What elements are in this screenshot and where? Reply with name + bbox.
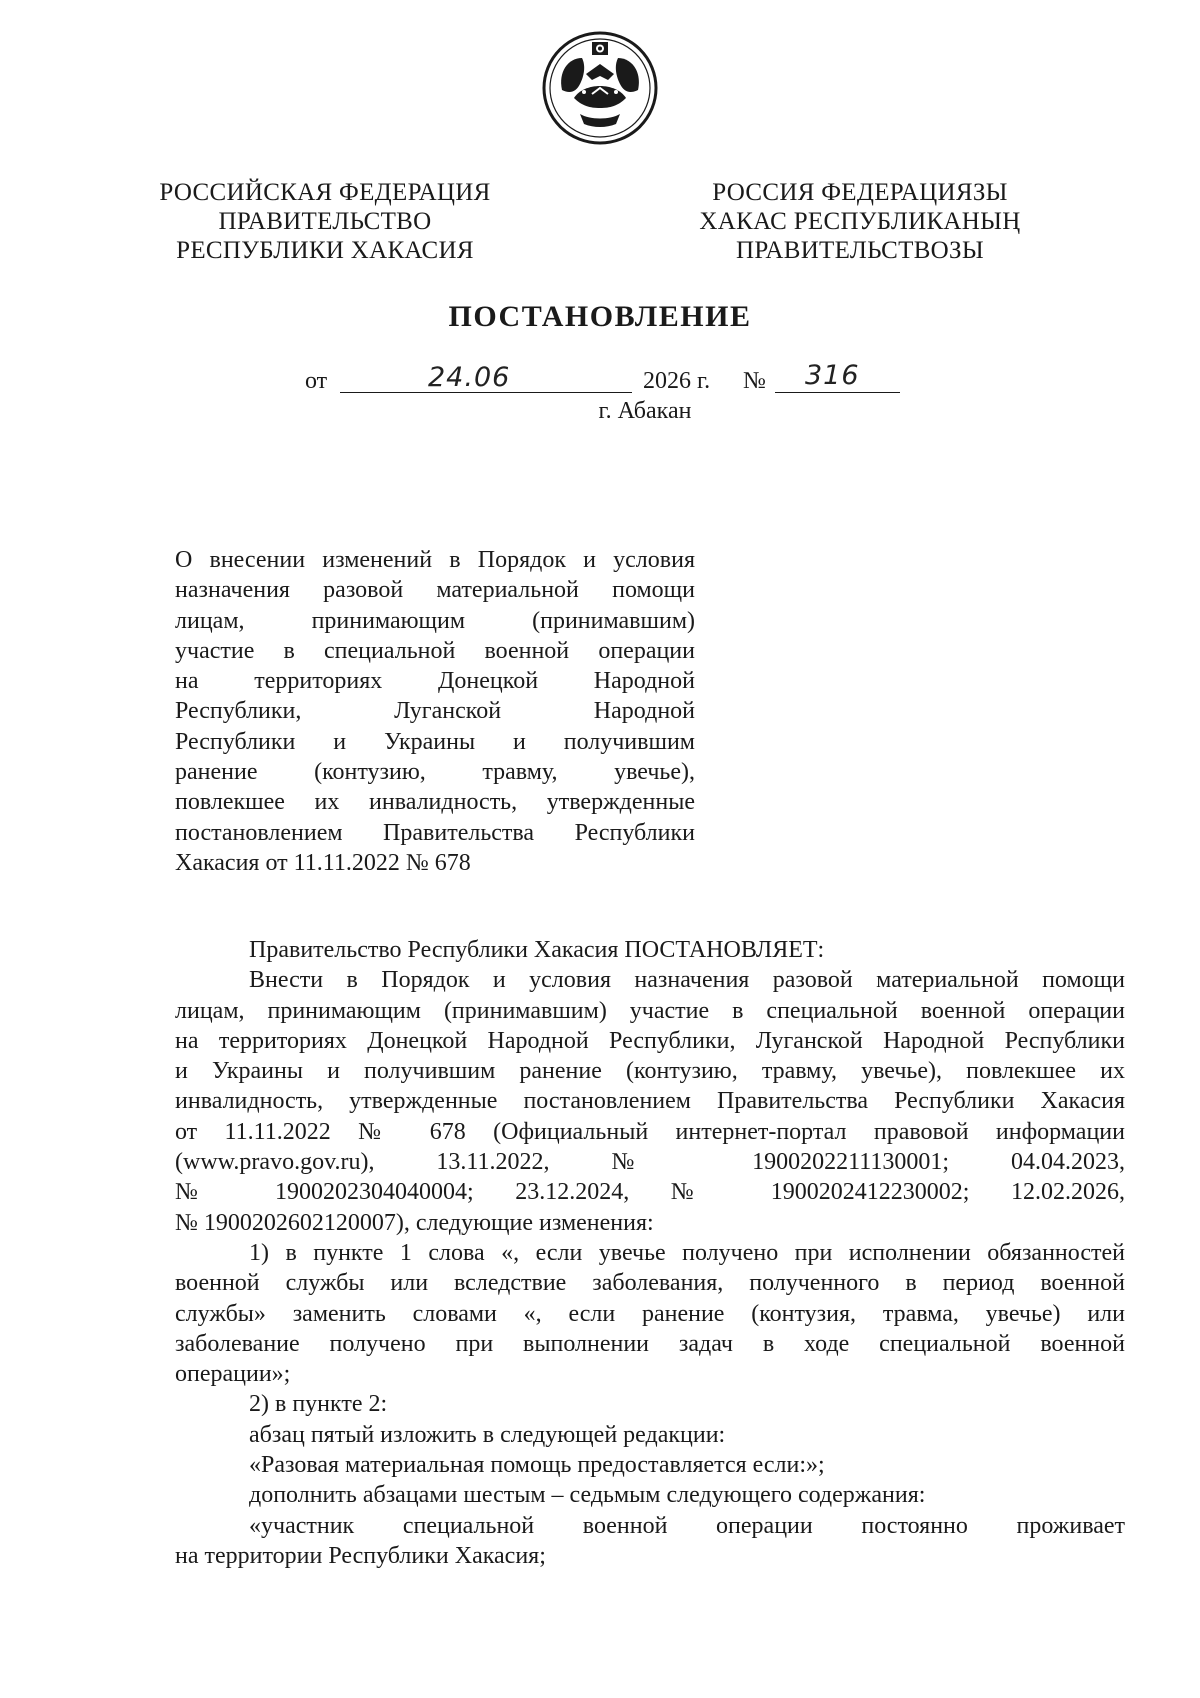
body-line: «участник специальной военной операции постоянно проживает bbox=[249, 1512, 1125, 1539]
handwritten-date: 24.06 bbox=[428, 362, 511, 393]
number-underline bbox=[775, 392, 900, 393]
header-right-line2: ХАКАС РЕСПУБЛИКАНЫҢ bbox=[699, 208, 1021, 235]
subject-line: постановлением Правительства Республики bbox=[175, 819, 695, 846]
body-line: дополнить абзацами шестым – седьмым следующего содержания: bbox=[249, 1482, 926, 1509]
body-line: 2) в пункте 2: bbox=[249, 1391, 388, 1418]
body-line: операции»; bbox=[175, 1361, 291, 1388]
number-label: № bbox=[743, 368, 766, 394]
body-line: № 1900202602120007), следующие изменения: bbox=[175, 1209, 654, 1236]
body-line: «Разовая материальная помощь предоставляется если:»; bbox=[249, 1452, 825, 1479]
subject-line: ранение (контузию, травму, увечье), bbox=[175, 759, 695, 786]
body-line: на территории Республики Хакасия; bbox=[175, 1542, 546, 1569]
year-label: 2026 г. bbox=[643, 368, 711, 394]
body-line: инвалидность, утвержденные постановлением Правительства Республики Хакасия bbox=[175, 1088, 1125, 1115]
body-line: (www.pravo.gov.ru), 13.11.2022, № 1900202211130001; 04.04.2023, bbox=[175, 1149, 1125, 1176]
header-right-block bbox=[680, 178, 1040, 265]
handwritten-number: 316 bbox=[805, 360, 860, 391]
subject-line: Республики и Украины и получившим bbox=[175, 728, 695, 755]
body-line: абзац пятый изложить в следующей редакции: bbox=[249, 1421, 726, 1448]
body-line: заболевание получено при выполнении задач в ходе специальной военной bbox=[175, 1330, 1125, 1357]
body-line: Правительство Республики Хакасия ПОСТАНОВЛЯЕТ: bbox=[249, 937, 825, 963]
header-left-line3: РЕСПУБЛИКИ ХАКАСИЯ bbox=[176, 237, 474, 264]
body-line: от 11.11.2022 № 678 (Официальный интернет-портал правовой информации bbox=[175, 1118, 1125, 1145]
header-left-line2: ПРАВИТЕЛЬСТВО bbox=[218, 208, 432, 235]
header-left-block bbox=[150, 178, 500, 265]
city-label: г. Абакан bbox=[598, 398, 692, 424]
subject-line: Республики, Луганской Народной bbox=[175, 698, 695, 725]
header-right-line3: ПРАВИТЕЛЬСТВОЗЫ bbox=[736, 237, 984, 264]
header-right-line1: РОССИЯ ФЕДЕРАЦИЯЗЫ bbox=[712, 179, 1008, 206]
subject-line: на территориях Донецкой Народной bbox=[175, 668, 695, 695]
body-line: службы» заменить словами «, если ранение (контузия, травма, увечье) или bbox=[175, 1300, 1125, 1327]
body-line: и Украины и получившим ранение (контузию, травму, увечье), повлекшее их bbox=[175, 1058, 1125, 1085]
body-line: 1) в пункте 1 слова «, если увечье получено при исполнении обязанностей bbox=[249, 1239, 1125, 1266]
body-line: на территориях Донецкой Народной Республики, Луганской Народной Республики bbox=[175, 1027, 1125, 1054]
date-prefix-label: от bbox=[305, 368, 328, 394]
coat-of-arms-emblem bbox=[540, 28, 660, 146]
subject-line: О внесении изменений в Порядок и условия bbox=[175, 547, 695, 573]
document-subject bbox=[175, 545, 695, 878]
header-left-line1: РОССИЙСКАЯ ФЕДЕРАЦИЯ bbox=[159, 179, 491, 206]
subject-line: участие в специальной военной операции bbox=[175, 637, 695, 664]
body-line: лицам, принимающим (принимавшим) участие в специальной военной операции bbox=[175, 997, 1125, 1024]
body-line: военной службы или вследствие заболевания, полученного в период военной bbox=[175, 1270, 1125, 1297]
subject-line: лицам, принимающим (принимавшим) bbox=[175, 607, 695, 634]
subject-line: назначения разовой материальной помощи bbox=[175, 577, 695, 604]
body-line: № 1900202304040004; 23.12.2024, № 1900202412230002; 12.02.2026, bbox=[175, 1179, 1125, 1206]
document-title: ПОСТАНОВЛЕНИЕ bbox=[448, 300, 752, 333]
subject-line: повлекшее их инвалидность, утвержденные bbox=[175, 789, 695, 816]
body-line: Внести в Порядок и условия назначения разовой материальной помощи bbox=[249, 967, 1125, 994]
date-number-row bbox=[0, 362, 1200, 402]
document-body bbox=[175, 935, 1125, 1571]
subject-line: Хакасия от 11.11.2022 № 678 bbox=[175, 849, 471, 876]
